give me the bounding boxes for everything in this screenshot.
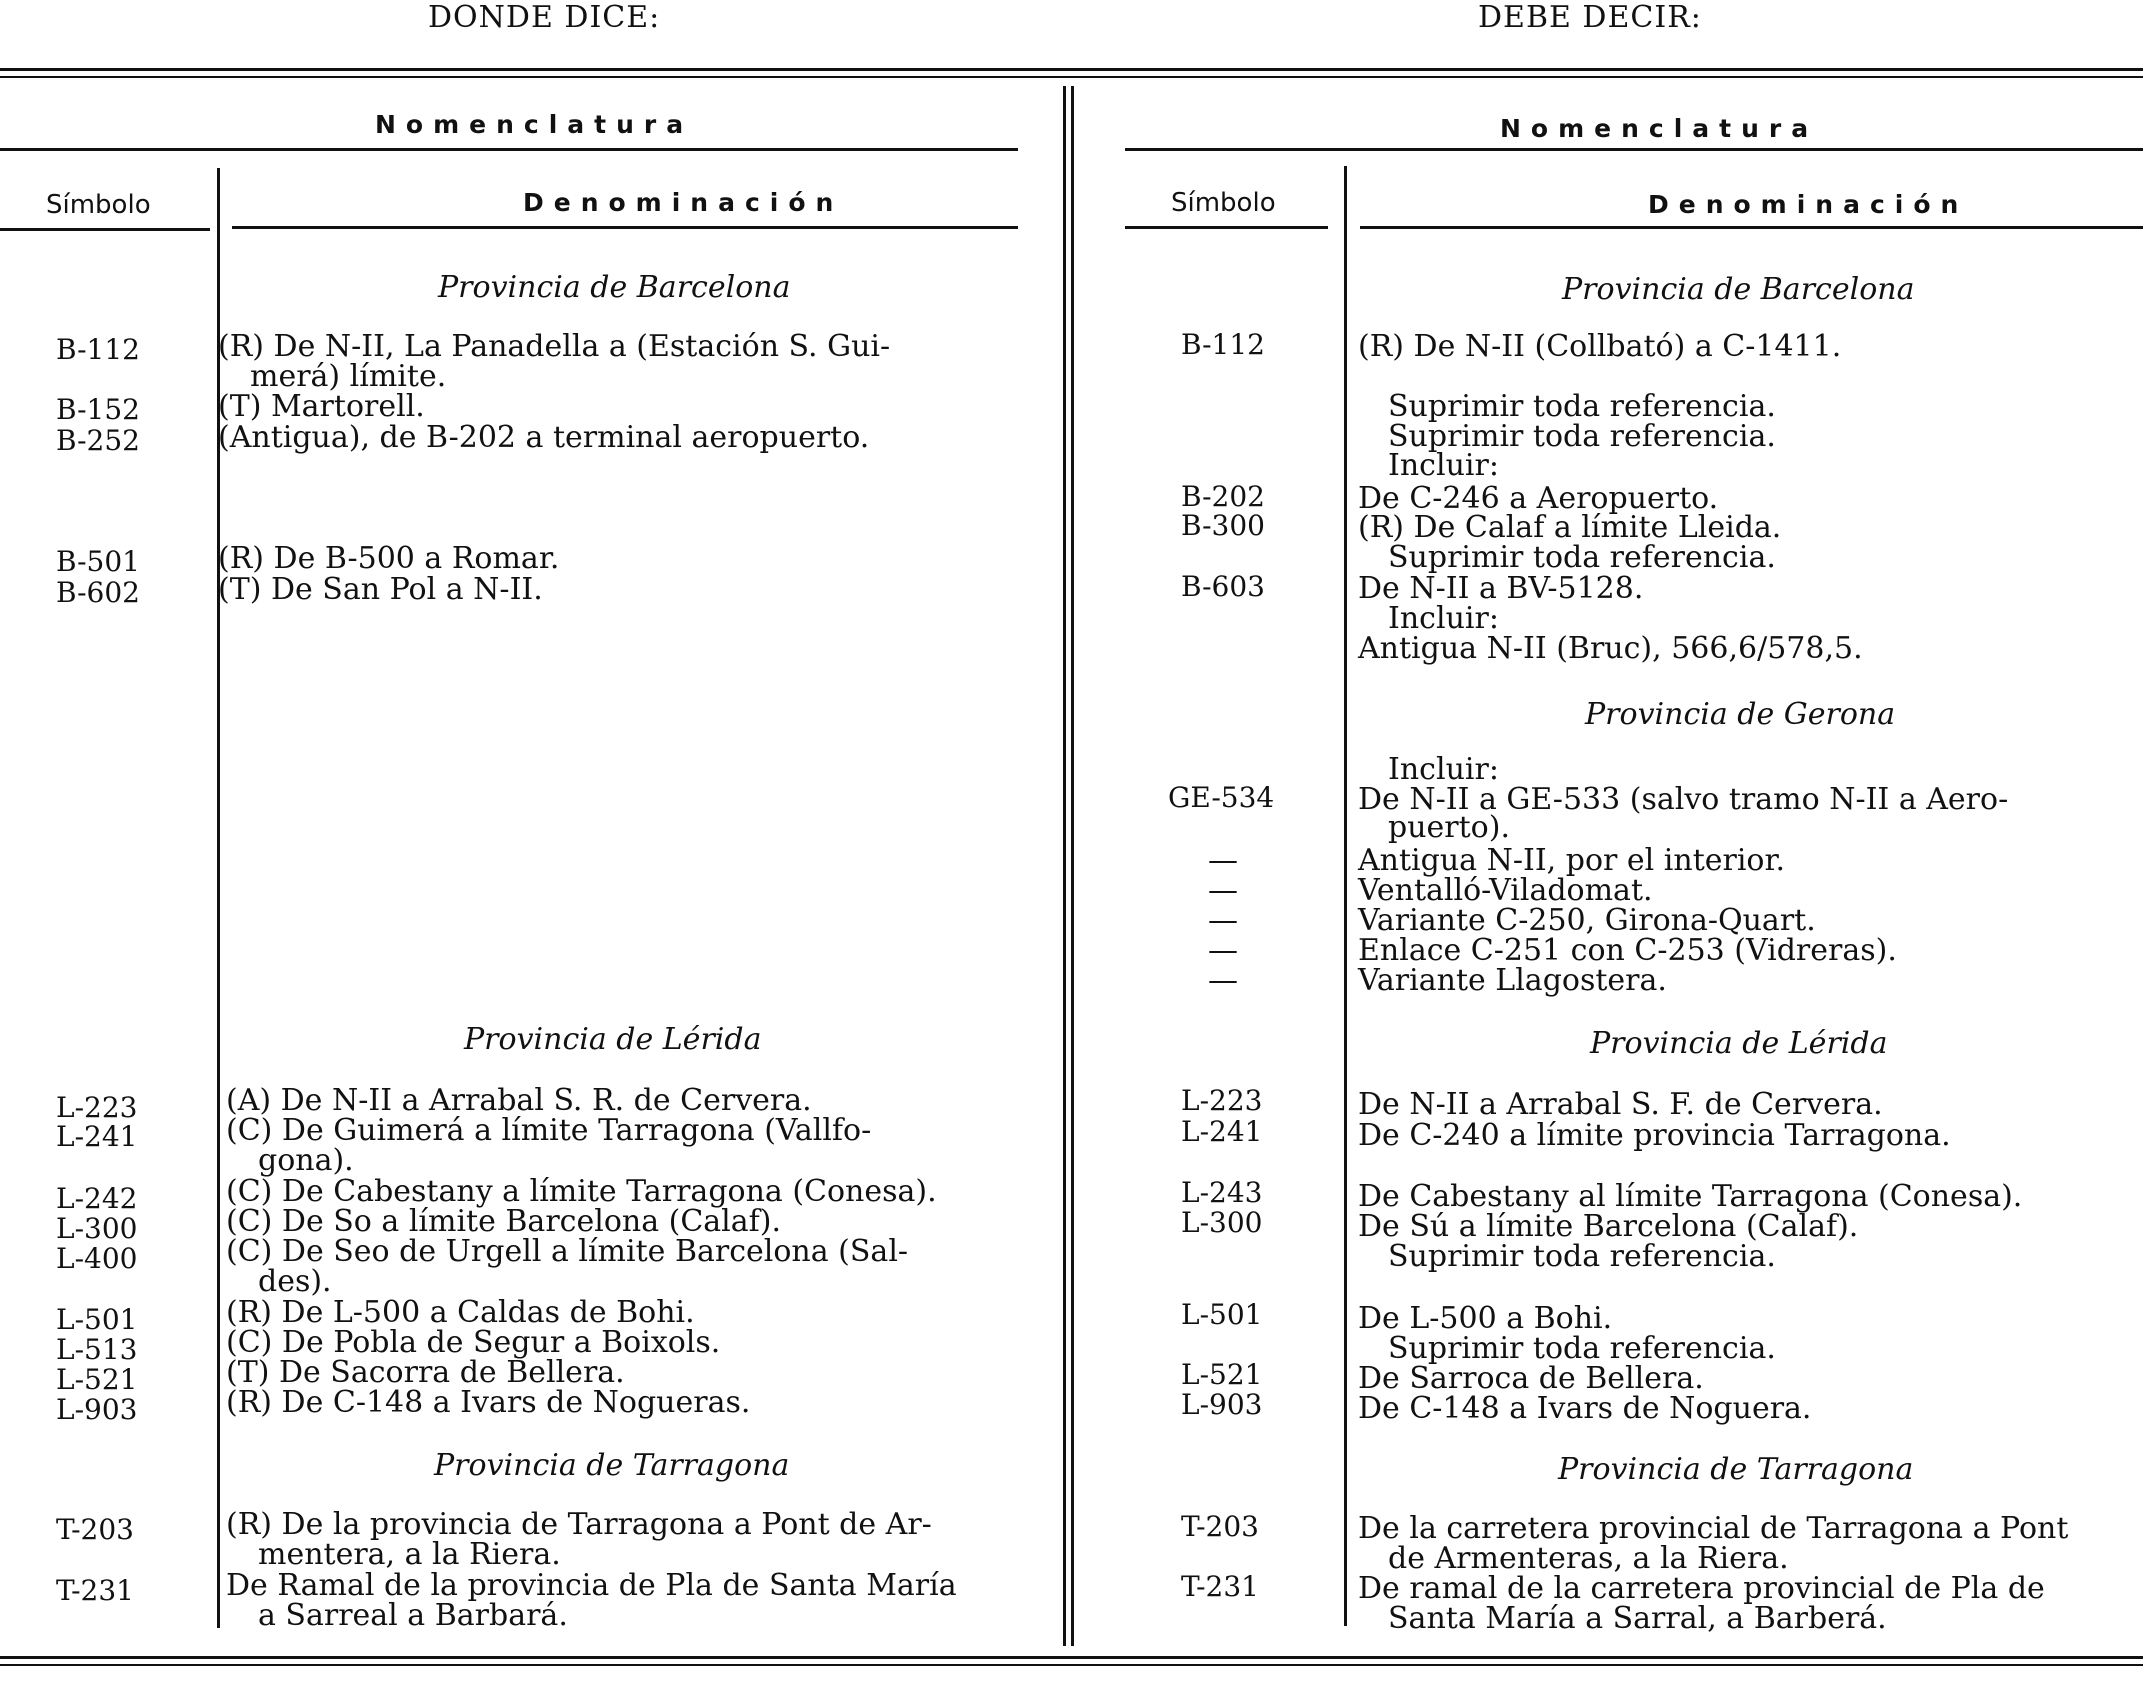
right-denomination: De C-240 a límite provincia Tarragona. bbox=[1358, 1118, 1951, 1153]
right-denomination: Variante C-250, Girona-Quart. bbox=[1358, 903, 1816, 938]
right-symbol: T-231 bbox=[1181, 1570, 1259, 1603]
left-denomination: (R) De N-II, La Panadella a (Estación S. Gui- bbox=[218, 329, 891, 364]
left-symbol: B-602 bbox=[56, 576, 140, 609]
left-symbol: L-903 bbox=[56, 1393, 138, 1426]
right-denomination: Suprimir toda referencia. bbox=[1388, 1331, 1776, 1366]
right-denomination: De Sú a límite Barcelona (Calaf). bbox=[1358, 1209, 1859, 1244]
right-denomination: Antigua N-II, por el interior. bbox=[1358, 843, 1786, 878]
left-denomination: De Ramal de la provincia de Pla de Santa María bbox=[226, 1568, 957, 1603]
right-denomination: (R) De N-II (Collbató) a C-1411. bbox=[1358, 329, 1842, 364]
center-divider bbox=[1063, 86, 1066, 1646]
left-denomination: (R) De C-148 a Ivars de Nogueras. bbox=[226, 1385, 751, 1420]
left-province-heading: Provincia de Barcelona bbox=[438, 270, 791, 305]
right-denomination: Antigua N-II (Bruc), 566,6/578,5. bbox=[1358, 631, 1863, 666]
left-symbol: L-241 bbox=[56, 1120, 138, 1153]
right-denomination: Santa María a Sarral, a Barberá. bbox=[1388, 1601, 1887, 1636]
right-symbol: B-202 bbox=[1181, 480, 1265, 513]
right-denomination: De Sarroca de Bellera. bbox=[1358, 1361, 1704, 1396]
left-denomination: (C) De Guimerá a límite Tarragona (Vallfo- bbox=[226, 1113, 872, 1148]
right-province-heading: Provincia de Lérida bbox=[1590, 1026, 1888, 1061]
right-symbol: B-603 bbox=[1181, 570, 1265, 603]
left-denomination: (C) De Cabestany a límite Tarragona (Conesa). bbox=[226, 1174, 937, 1209]
left-province-heading: Provincia de Tarragona bbox=[434, 1448, 790, 1483]
right-denomination: De C-148 a Ivars de Noguera. bbox=[1358, 1391, 1812, 1426]
left-symbol: L-521 bbox=[56, 1363, 138, 1396]
right-denomination: Incluir: bbox=[1388, 752, 1499, 787]
bottom-rule-thin bbox=[0, 1664, 2143, 1666]
header-donde-dice: DONDE DICE: bbox=[428, 0, 661, 35]
left-denominacion-header: Denominación bbox=[523, 188, 844, 217]
left-denomination: (A) De N-II a Arrabal S. R. de Cervera. bbox=[226, 1083, 812, 1118]
left-symbol: B-112 bbox=[56, 333, 140, 366]
right-sym-rule bbox=[1125, 226, 1328, 229]
left-col-divider bbox=[217, 168, 220, 1628]
left-symbol: L-513 bbox=[56, 1333, 138, 1366]
left-denomination: (R) De B-500 a Romar. bbox=[218, 541, 560, 576]
right-denomination: De C-246 a Aeropuerto. bbox=[1358, 481, 1719, 516]
right-nomenclatura: Nomenclatura bbox=[1500, 114, 1819, 143]
left-denomination: (C) De Pobla de Segur a Boixols. bbox=[226, 1325, 721, 1360]
left-symbol: L-400 bbox=[56, 1242, 138, 1275]
dash-symbol: — bbox=[1208, 963, 1238, 998]
left-simbolo-header: Símbolo bbox=[46, 190, 151, 220]
left-denomination: (R) De la provincia de Tarragona a Pont de Ar- bbox=[226, 1507, 932, 1542]
left-denomination: mentera, a la Riera. bbox=[258, 1537, 561, 1572]
right-denomination: De ramal de la carretera provincial de Pla de bbox=[1358, 1571, 2045, 1606]
left-sym-rule bbox=[0, 228, 210, 231]
right-col-divider bbox=[1344, 166, 1347, 1626]
right-denominacion-header: Denominación bbox=[1648, 190, 1969, 219]
right-denomination: puerto). bbox=[1388, 810, 1510, 845]
right-denomination: De N-II a GE-533 (salvo tramo N-II a Aero- bbox=[1358, 782, 2009, 817]
right-denomination: De N-II a BV-5128. bbox=[1358, 571, 1644, 606]
left-denomination: (T) De Sacorra de Bellera. bbox=[226, 1355, 625, 1390]
left-denomination: merá) límite. bbox=[250, 359, 447, 394]
left-den-rule bbox=[232, 226, 1018, 229]
left-province-heading: Provincia de Lérida bbox=[464, 1022, 762, 1057]
left-symbol: L-223 bbox=[56, 1091, 138, 1124]
left-denomination: (T) Martorell. bbox=[218, 389, 425, 424]
dash-symbol: — bbox=[1208, 873, 1238, 908]
left-symbol: L-300 bbox=[56, 1212, 138, 1245]
right-nomen-rule bbox=[1125, 148, 2143, 151]
right-denomination: De L-500 a Bohi. bbox=[1358, 1301, 1613, 1336]
left-denomination: (Antigua), de B-202 a terminal aeropuerto. bbox=[218, 420, 870, 455]
right-province-heading: Provincia de Gerona bbox=[1585, 697, 1896, 732]
right-denomination: Suprimir toda referencia. bbox=[1388, 389, 1776, 424]
bottom-rule bbox=[0, 1656, 2143, 1659]
right-denomination: Suprimir toda referencia. bbox=[1388, 419, 1776, 454]
left-denomination: a Sarreal a Barbará. bbox=[258, 1598, 568, 1633]
right-denomination: De la carretera provincial de Tarragona a Pont bbox=[1358, 1511, 2069, 1546]
left-symbol: B-501 bbox=[56, 545, 140, 578]
right-denomination: Suprimir toda referencia. bbox=[1388, 1239, 1776, 1274]
right-symbol: L-300 bbox=[1181, 1206, 1263, 1239]
right-denomination: De Cabestany al límite Tarragona (Conesa). bbox=[1358, 1179, 2023, 1214]
left-symbol: T-231 bbox=[56, 1574, 134, 1607]
left-symbol: B-152 bbox=[56, 393, 140, 426]
right-province-heading: Provincia de Barcelona bbox=[1562, 272, 1915, 307]
right-symbol: L-521 bbox=[1181, 1358, 1263, 1391]
left-symbol: L-501 bbox=[56, 1303, 138, 1336]
right-denomination: Incluir: bbox=[1388, 601, 1499, 636]
left-denomination: (T) De San Pol a N-II. bbox=[218, 572, 543, 607]
right-symbol: L-243 bbox=[1181, 1176, 1263, 1209]
left-nomen-rule bbox=[0, 148, 1018, 151]
left-symbol: L-242 bbox=[56, 1182, 138, 1215]
dash-symbol: — bbox=[1208, 903, 1238, 938]
center-divider-2 bbox=[1071, 86, 1074, 1646]
right-denomination: Enlace C-251 con C-253 (Vidreras). bbox=[1358, 933, 1897, 968]
right-symbol: L-223 bbox=[1181, 1084, 1263, 1117]
left-denomination: (C) De So a límite Barcelona (Calaf). bbox=[226, 1204, 781, 1239]
right-province-heading: Provincia de Tarragona bbox=[1558, 1452, 1914, 1487]
right-symbol: L-501 bbox=[1181, 1298, 1263, 1331]
top-rule bbox=[0, 68, 2143, 71]
right-denomination: Ventalló-Viladomat. bbox=[1358, 873, 1653, 908]
left-denomination: (R) De L-500 a Caldas de Bohi. bbox=[226, 1295, 695, 1330]
right-symbol: L-903 bbox=[1181, 1388, 1263, 1421]
left-denomination: gona). bbox=[258, 1143, 354, 1178]
left-nomenclatura: Nomenclatura bbox=[375, 110, 694, 139]
top-rule-thin bbox=[0, 76, 2143, 78]
dash-symbol: — bbox=[1208, 933, 1238, 968]
right-denomination: de Armenteras, a la Riera. bbox=[1388, 1541, 1789, 1576]
left-denomination: (C) De Seo de Urgell a límite Barcelona (Sal- bbox=[226, 1234, 909, 1269]
left-symbol: T-203 bbox=[56, 1513, 134, 1546]
right-symbol: B-112 bbox=[1181, 328, 1265, 361]
right-symbol: GE-534 bbox=[1168, 781, 1275, 814]
left-symbol: B-252 bbox=[56, 424, 140, 457]
right-symbol: B-300 bbox=[1181, 509, 1265, 542]
right-denomination: De N-II a Arrabal S. F. de Cervera. bbox=[1358, 1087, 1883, 1122]
right-simbolo-header: Símbolo bbox=[1171, 188, 1276, 218]
right-denomination: Suprimir toda referencia. bbox=[1388, 540, 1776, 575]
left-denomination: des). bbox=[258, 1264, 332, 1299]
right-denomination: Incluir: bbox=[1388, 448, 1499, 483]
right-symbol: T-203 bbox=[1181, 1510, 1259, 1543]
header-debe-decir: DEBE DECIR: bbox=[1478, 0, 1702, 35]
right-denomination: (R) De Calaf a límite Lleida. bbox=[1358, 510, 1782, 545]
right-den-rule bbox=[1360, 226, 2143, 229]
right-symbol: L-241 bbox=[1181, 1115, 1263, 1148]
right-denomination: Variante Llagostera. bbox=[1358, 963, 1667, 998]
dash-symbol: — bbox=[1208, 843, 1238, 878]
